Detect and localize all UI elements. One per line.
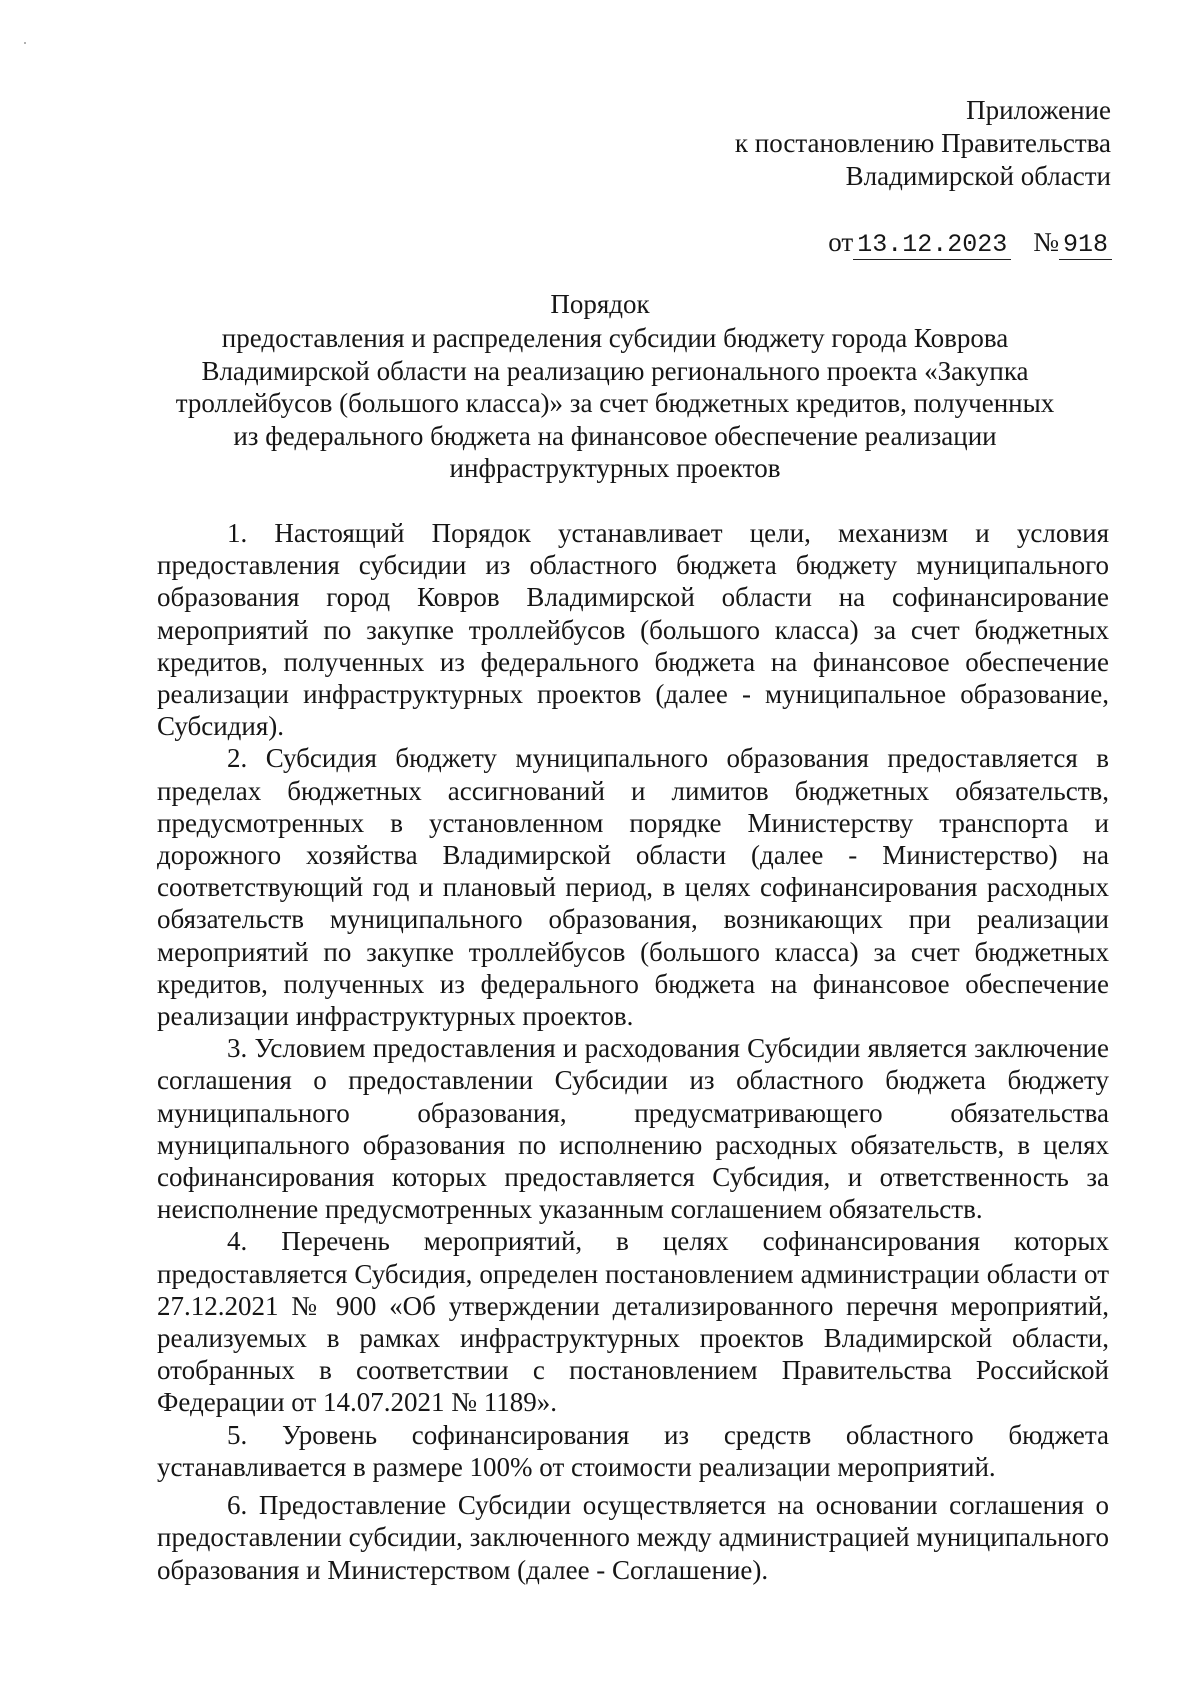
appendix-region: Владимирской области: [845, 161, 1111, 191]
decree-number: 918: [1059, 230, 1112, 260]
paragraph-5: 5. Уровень софинансирования из средств областного бюджета устанавливается в размере 100% от стоимости реализации мероприятий.: [157, 1419, 1109, 1482]
number-label: №: [1033, 227, 1059, 257]
document-title: Порядок: [550, 289, 650, 319]
paragraph-2: 2. Субсидия бюджету муниципального образования предоставляется в пределах бюджетных ассигнований и лимитов бюджетных обязательств, предусмотренных в установленном порядке Министерству транспорта и дорожного хозяйства Владимирской области (далее - Министерство) на соответствующий год и плановый период, в целях софинансирования расходных обязательств муниципального образования, возникающих при реализации мероприятий по закупке троллейбусов (большого класса) за счет бюджетных кредитов, полученных из федерального бюджета на финансовое обеспечение реализации инфраструктурных проектов.: [157, 743, 1109, 1032]
paragraph-3: 3. Условием предоставления и расходования Субсидии является заключение соглашения о предоставлении Субсидии из областного бюджета бюджету муниципального образования, предусматривающего обязательства муниципального образования по исполнению расходных обязательств, в целях софинансирования которых предоставляется Субсидия, и ответственность за неисполнение предусмотренных указанным соглашением обязательств.: [157, 1033, 1109, 1225]
decree-date-line: [828, 226, 1112, 261]
appendix-label: Приложение: [966, 95, 1111, 125]
scan-speck: [24, 42, 26, 44]
document-subtitle: предоставления и распределения субсидии бюджету города Коврова Владимирской области на реализацию регионального проекта «Закупка троллейбусов (большого класса)» за счет бюджетных кредитов, полученных из федерального бюджета на финансовое обеспечение реализации инфраструктурных проектов: [175, 323, 1055, 483]
paragraph-1: 1. Настоящий Порядок устанавливает цели, механизм и условия предоставления субсидии из областного бюджета бюджету муниципального образования город Ковров Владимирской области на софинансирование мероприятий по закупке троллейбусов (большого класса) за счет бюджетных кредитов, полученных из федерального бюджета на финансовое обеспечение реализации инфраструктурных проектов (далее - муниципальное образование, Субсидия).: [157, 518, 1109, 742]
decree-date: 13.12.2023: [853, 230, 1011, 260]
appendix-decree-ref: к постановлению Правительства: [734, 128, 1111, 158]
appendix-header: [735, 94, 1111, 193]
document-body: [157, 517, 1109, 1586]
paragraph-4: 4. Перечень мероприятий, в целях софинансирования которых предоставляется Субсидия, определен постановлением администрации области от 27.12.2021 № 900 «Об утверждении детализированного перечня мероприятий, реализуемых в рамках инфраструктурных проектов Владимирской области, отобранных в соответствии с постановлением Правительства Российской Федерации от 14.07.2021 № 1189».: [157, 1226, 1109, 1418]
paragraph-6: 6. Предоставление Субсидии осуществляется на основании соглашения о предоставлении субсидии, заключенного между администрацией муниципального образования и Министерством (далее - Соглашение).: [157, 1490, 1109, 1585]
date-prefix: от: [828, 227, 854, 257]
